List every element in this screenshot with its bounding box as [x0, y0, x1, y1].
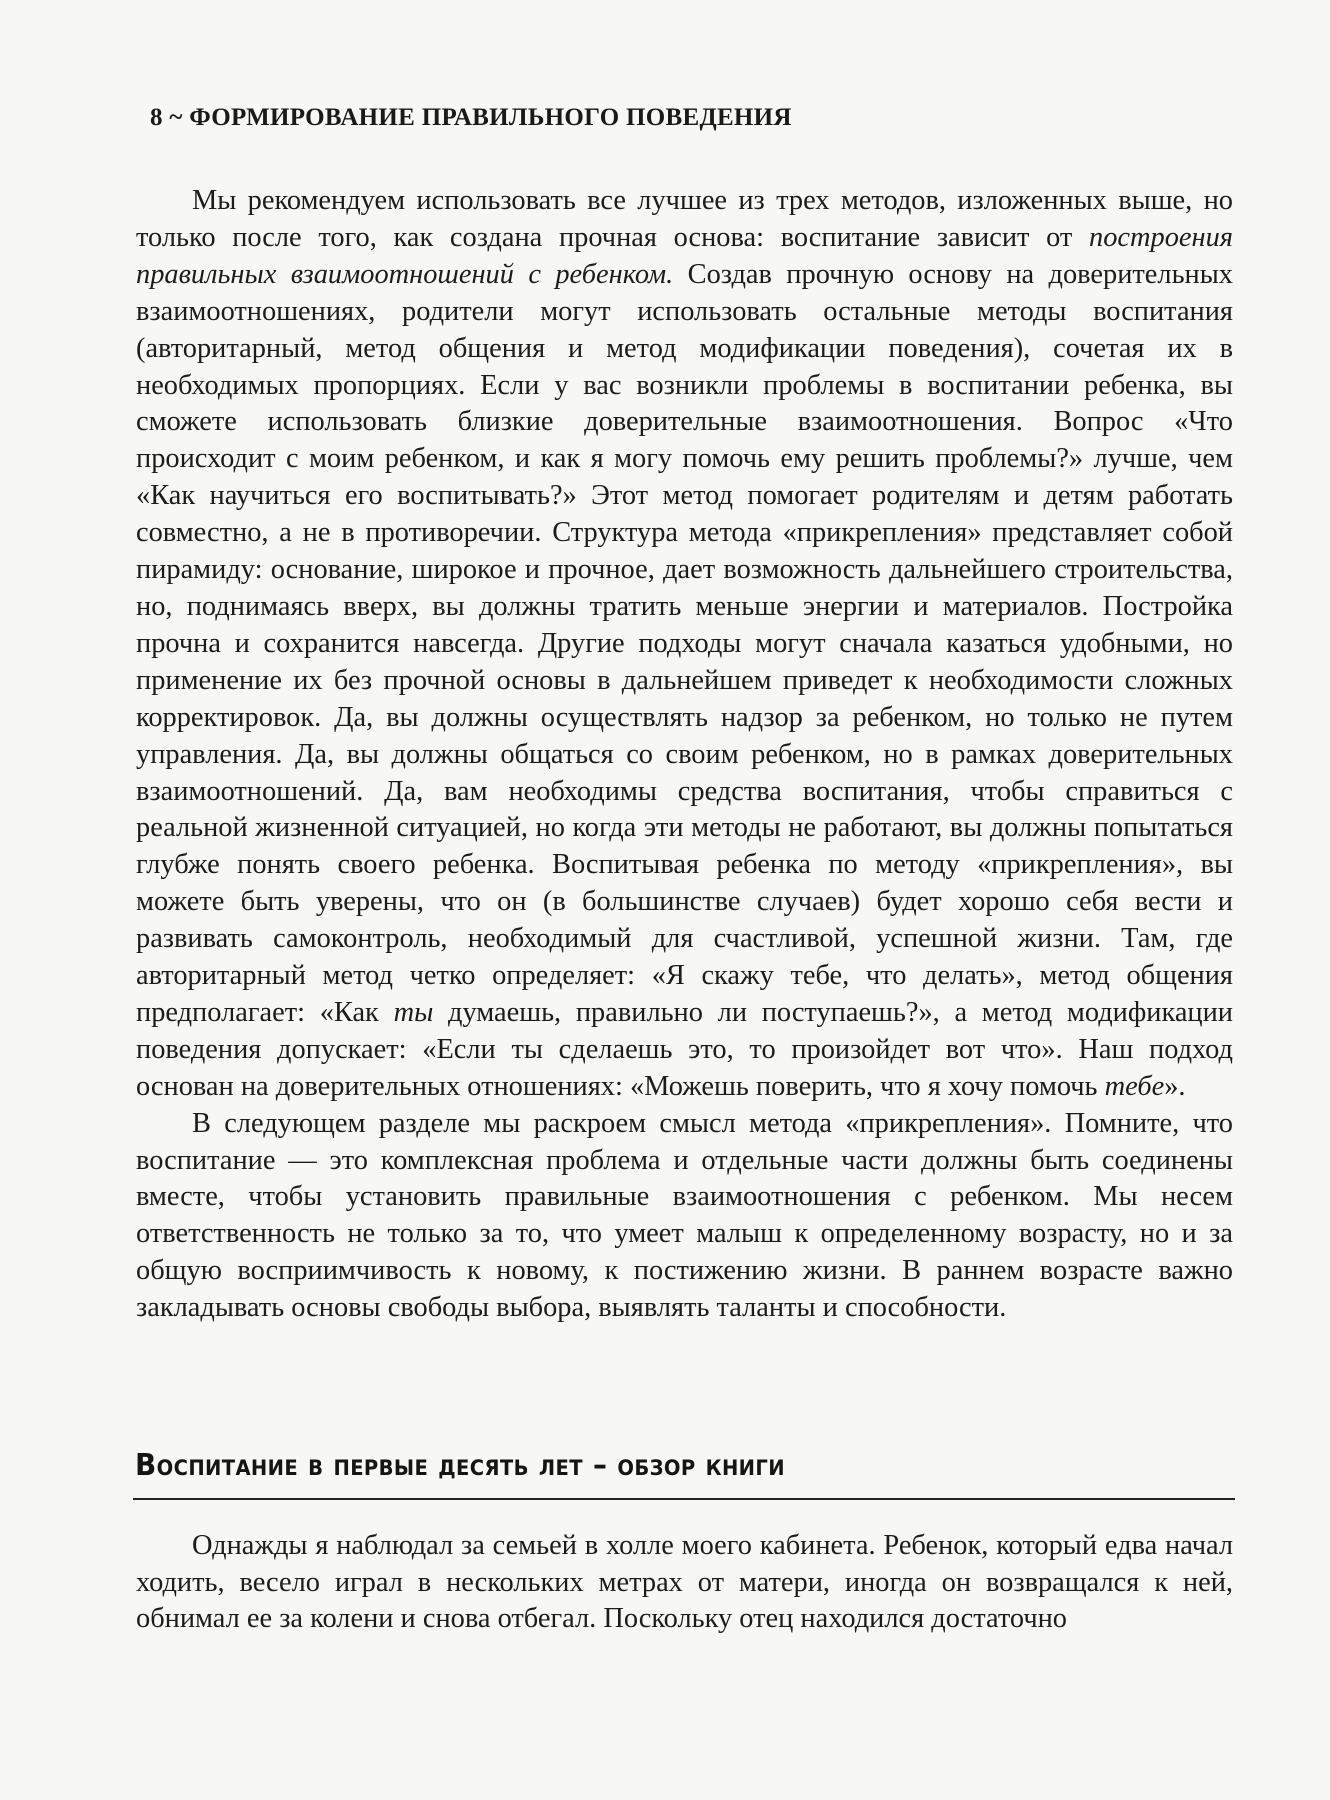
- running-header: 8 ~ ФОРМИРОВАНИЕ ПРАВИЛЬНОГО ПОВЕДЕНИЯ: [150, 104, 792, 131]
- paragraph-1: [136, 183, 1233, 1106]
- paragraph-3: Однажды я наблюдал за семьей в холле моего кабинета. Ребенок, который едва начал ходить, весело играл в нескольких метрах от матери, иногда он возвращался к ней, обнимал ее за колени и снова отбегал. Поскольку отец находился достаточно: [136, 1530, 1233, 1635]
- paragraph-2: В следующем разделе мы раскроем смысл метода «прикрепления». Помните, что воспитание — это комплексная проблема и отдельные части должны быть соединены вместе, чтобы установить правильные взаимоотношения с ребенком. Мы несем ответственность не только за то, что умеет малыш к определенному возрасту, но и за общую восприимчивость к новому, к постижению жизни. В раннем возрасте важно закладывать основы свободы выбора, выявлять таланты и способности.: [136, 1107, 1233, 1324]
- section-heading-title: Воспитание в первые десять лет – обзор книги: [135, 1448, 785, 1483]
- paragraph-1-emphasis-c: тебе: [1104, 1070, 1165, 1102]
- paragraph-1-text-d: ».: [1164, 1070, 1186, 1102]
- section-text: [136, 1528, 1233, 1638]
- main-text: [136, 183, 1233, 1327]
- section-heading: [133, 1440, 1235, 1500]
- paragraph-1-text-c: думаешь, правильно ли поступаешь?», а метод модификации поведения допускает: «Если ты сделаешь это, то произойдет вот что». Наш подход основан на доверительных отношениях: «Можешь поверить, что я хочу помочь: [136, 996, 1233, 1102]
- paragraph-1-emphasis-a: построения правильных взаимоотношений с ребенком.: [136, 221, 1233, 290]
- paragraph-1-emphasis-b: ты: [393, 996, 434, 1028]
- paragraph-1-text-b: Создав прочную основу на доверительных взаимоотношениях, родители могут использовать остальные методы воспитания (авторитарный, метод общения и метод модификации поведения), сочетая их в необходимых пропорциях. Если у вас возникли проблемы в воспитании ребенка, вы сможете использовать близкие доверительные взаимоотношения. Вопрос «Что происходит с моим ребенком, и как я могу помочь ему решить проблемы?» лучше, чем «Как научиться его воспитывать?» Этот метод помогает родителям и детям работать совместно, а не в противоречии. Структура метода «прикрепления» представляет собой пирамиду: основание, широкое и прочное, дает возможность дальнейшего строительства, но, поднимаясь вверх, вы должны тратить меньше энергии и материалов. Постройка прочна и сохранится навсегда. Другие подходы могут сначала казаться удобными, но применение их без прочной основы в дальнейшем приведет к необходимости сложных корректировок. Да, вы должны осуществлять надзор за ребенком, но только не путем управления. Да, вы должны общаться со своим ребенком, но в рамках доверительных взаимоотношений. Да, вам необходимы средства воспитания, чтобы справиться с реальной жизненной ситуацией, но когда эти методы не работают, вы должны попытаться глубже понять своего ребенка. Воспитывая ребенка по методу «прикрепления», вы можете быть уверены, что он (в большинстве случаев) будет хорошо себя вести и развивать самоконтроль, необходимый для счастливой, успешной жизни. Там, где авторитарный метод четко определяет: «Я скажу тебе, что делать», метод общения предполагает: «Как: [136, 258, 1233, 1028]
- paragraph-1-text-a: Мы рекомендуем использовать все лучшее из трех методов, изложенных выше, но только после того, как создана прочная основа: воспитание зависит от: [136, 185, 1233, 253]
